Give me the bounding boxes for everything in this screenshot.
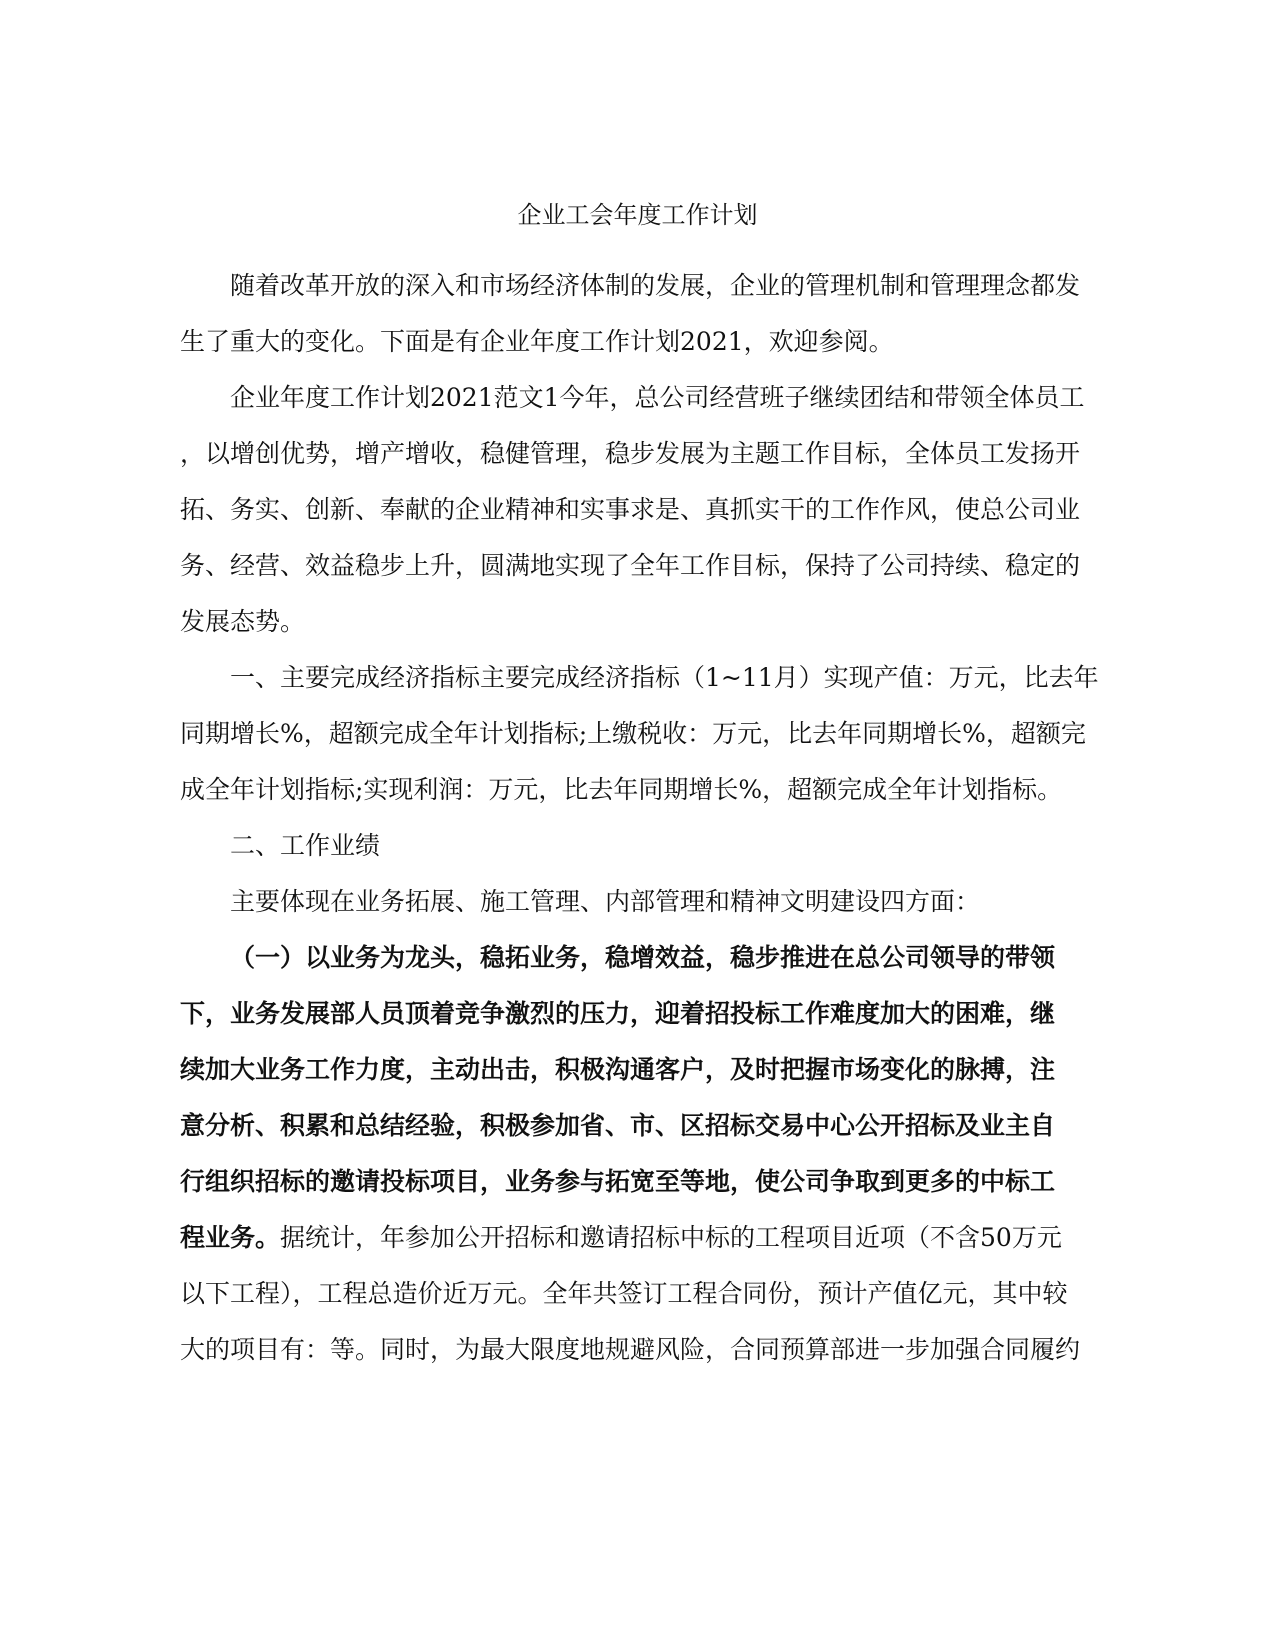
paragraph-line: 企业年度工作计划2021范文1今年，总公司经营班子继续团结和带领全体员工 (230, 383, 1085, 412)
bold-paragraph-line: 行组织招标的邀请投标项目，业务参与拓宽至等地，使公司争取到更多的中标工 (180, 1167, 1056, 1196)
paragraph-line: 生了重大的变化。下面是有企业年度工作计划2021，欢迎参阅。 (180, 327, 894, 356)
paragraph-line: 成全年计划指标;实现利润：万元，比去年同期增长%，超额完成全年计划指标。 (180, 775, 1063, 804)
bold-text-run: 程业务。 (180, 1223, 281, 1252)
paragraph-line: 以下工程），工程总造价近万元。全年共签订工程合同份，预计产值亿元，其中较 (180, 1279, 1068, 1308)
bold-paragraph-line: （一）以业务为龙头，稳拓业务，稳增效益，稳步推进在总公司领导的带领 (230, 943, 1056, 972)
document-title: 企业工会年度工作计划 (517, 201, 758, 229)
paragraph-line: 随着改革开放的深入和市场经济体制的发展，企业的管理机制和管理理念都发 (230, 271, 1081, 300)
paragraph-line: 一、主要完成经济指标主要完成经济指标（1~11月）实现产值：万元，比去年 (230, 663, 1099, 692)
bold-paragraph-line: 意分析、积累和总结经验，积极参加省、市、区招标交易中心公开招标及业主自 (180, 1111, 1056, 1140)
paragraph-line: 发展态势。 (180, 607, 306, 636)
paragraph-line: 务、经营、效益稳步上升，圆满地实现了全年工作目标，保持了公司持续、稳定的 (180, 551, 1081, 580)
paragraph-line: 同期增长%，超额完成全年计划指标;上缴税收：万元，比去年同期增长%，超额完 (180, 719, 1086, 748)
bold-paragraph-line: 下，业务发展部人员顶着竞争激烈的压力，迎着招投标工作难度加大的困难，继 (180, 999, 1056, 1028)
paragraph-line: 拓、务实、创新、奉献的企业精神和实事求是、真抓实干的工作作风，使总公司业 (180, 495, 1081, 524)
paragraph-line: 主要体现在业务拓展、施工管理、内部管理和精神文明建设四方面： (230, 887, 981, 916)
mixed-paragraph-line (180, 1221, 1062, 1255)
section-heading: 二、工作业绩 (230, 831, 381, 860)
text-run: 据统计，年参加公开招标和邀请招标中标的工程项目近项（不含50万元 (280, 1223, 1062, 1252)
bold-paragraph-line: 续加大业务工作力度，主动出击，积极沟通客户，及时把握市场变化的脉搏，注 (180, 1055, 1056, 1084)
paragraph-line: 大的项目有：等。同时，为最大限度地规避风险，合同预算部进一步加强合同履约 (180, 1335, 1081, 1364)
paragraph-line: ，以增创优势，增产增收，稳健管理，稳步发展为主题工作目标，全体员工发扬开 (180, 439, 1081, 468)
